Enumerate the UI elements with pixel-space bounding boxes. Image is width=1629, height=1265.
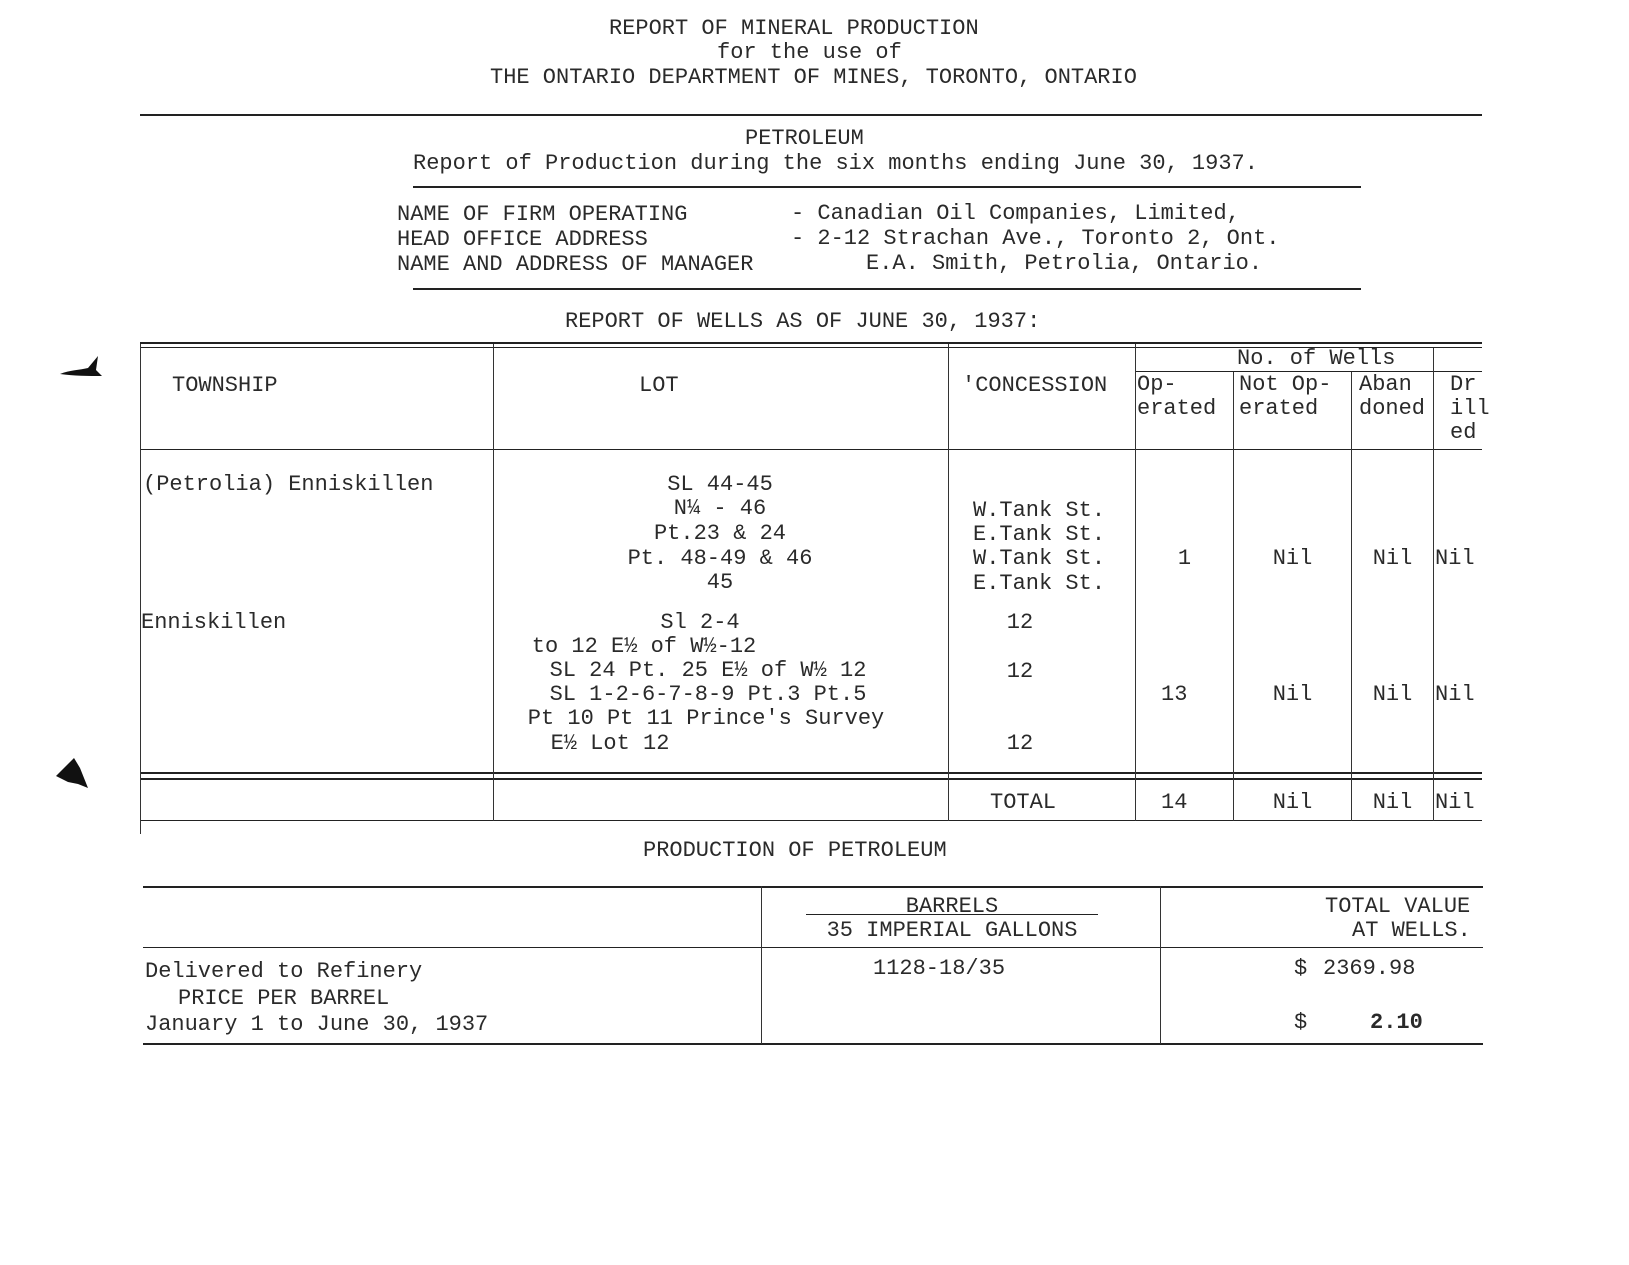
department-line: THE ONTARIO DEPARTMENT OF MINES, TORONTO, ONTARIO bbox=[490, 65, 1137, 90]
col-header-operated: Op- bbox=[1137, 372, 1177, 397]
col-header-drilled-3: ed bbox=[1450, 420, 1477, 445]
report-subtitle: for the use of bbox=[717, 40, 902, 65]
barrels-header: BARRELS bbox=[905, 894, 999, 919]
section-title-petroleum: PETROLEUM bbox=[745, 126, 864, 151]
price-period-label: January 1 to June 30, 1937 bbox=[145, 1012, 489, 1037]
wells-report-title: REPORT OF WELLS AS OF JUNE 30, 1937: bbox=[565, 309, 1041, 334]
col-header-no-of-wells: No. of Wells bbox=[1237, 346, 1396, 371]
concession-entry: W.Tank St. bbox=[973, 498, 1106, 523]
firm-name-label: NAME OF FIRM OPERATING bbox=[397, 202, 688, 227]
firm-name-value: - Canadian Oil Companies, Limited, bbox=[791, 201, 1240, 226]
concession-entry: E.Tank St. bbox=[973, 571, 1106, 596]
total-drilled: Nil bbox=[1435, 790, 1475, 815]
scan-mark-lower bbox=[54, 756, 94, 792]
concession-entry: 12 bbox=[1006, 610, 1034, 635]
header-divider bbox=[140, 114, 1482, 116]
production-col-rule-value bbox=[1160, 886, 1161, 1044]
not-operated-count: Nil bbox=[1272, 546, 1313, 571]
lot-entry: Pt 10 Pt 11 Prince's Survey bbox=[527, 706, 885, 731]
col-header-drilled: Dr bbox=[1450, 372, 1477, 397]
production-top-rule bbox=[143, 886, 1483, 888]
production-header-rule bbox=[143, 947, 1483, 948]
col-header-township: TOWNSHIP bbox=[172, 373, 278, 398]
col-header-abandoned: Aban bbox=[1359, 372, 1412, 397]
total-abandoned: Nil bbox=[1372, 790, 1413, 815]
report-period: Report of Production during the six months ending June 30, 1937. bbox=[413, 151, 1258, 176]
wells-table-bottom-rule bbox=[140, 820, 1482, 821]
firm-divider bbox=[413, 288, 1361, 290]
lot-entry: SL 44-45 bbox=[667, 472, 773, 497]
lot-entry: Pt. 48-49 & 46 bbox=[627, 546, 813, 571]
township-petrolia-enniskillen: (Petrolia) Enniskillen bbox=[143, 472, 434, 497]
price-per-barrel-label: PRICE PER BARREL bbox=[178, 986, 390, 1011]
production-title: PRODUCTION OF PETROLEUM bbox=[643, 838, 947, 863]
delivered-barrels: 1128-18/35 bbox=[873, 956, 1006, 981]
drilled-count: Nil bbox=[1435, 546, 1475, 571]
office-address-label: HEAD OFFICE ADDRESS bbox=[397, 227, 648, 252]
wells-col-rule-left bbox=[140, 344, 141, 834]
value-header-units: AT WELLS. bbox=[1352, 918, 1471, 943]
wells-col-rule-not-operated bbox=[1233, 372, 1234, 821]
operated-count: 13 bbox=[1161, 682, 1188, 707]
lot-entry: 45 bbox=[706, 570, 734, 595]
manager-label: NAME AND ADDRESS OF MANAGER bbox=[397, 252, 754, 277]
report-title: REPORT OF MINERAL PRODUCTION bbox=[609, 16, 979, 41]
wells-total-rule-2 bbox=[140, 778, 1482, 780]
barrels-header-units: 35 IMPERIAL GALLONS bbox=[826, 918, 1078, 943]
lot-entry: E½ Lot 12 bbox=[550, 731, 670, 756]
concession-entry: 12 bbox=[1006, 659, 1034, 684]
value-header: TOTAL VALUE bbox=[1325, 894, 1471, 919]
wells-col-rule-operated bbox=[1135, 344, 1136, 821]
office-address-value: - 2-12 Strachan Ave., Toronto 2, Ont. bbox=[791, 226, 1280, 251]
lot-entry: SL 1-2-6-7-8-9 Pt.3 Pt.5 bbox=[549, 682, 867, 707]
township-enniskillen: Enniskillen bbox=[141, 610, 287, 635]
delivered-currency: $ bbox=[1294, 956, 1308, 981]
col-header-abandoned-2: doned bbox=[1359, 396, 1426, 421]
scan-mark-upper bbox=[58, 352, 104, 380]
drilled-count: Nil bbox=[1435, 682, 1475, 707]
col-header-concession: 'CONCESSION bbox=[962, 373, 1108, 398]
total-operated: 14 bbox=[1161, 790, 1188, 815]
lot-entry: to 12 E½ of W½-12 bbox=[531, 634, 757, 659]
price-value: 2.10 bbox=[1370, 1010, 1423, 1035]
wells-table-top-rule bbox=[140, 342, 1482, 344]
concession-entry: E.Tank St. bbox=[973, 522, 1106, 547]
col-header-operated-2: erated bbox=[1137, 396, 1217, 421]
total-not-operated: Nil bbox=[1272, 790, 1313, 815]
delivered-label: Delivered to Refinery bbox=[145, 959, 423, 984]
production-bottom-rule bbox=[143, 1043, 1483, 1045]
production-col-rule-barrels bbox=[761, 886, 762, 1044]
manager-value: E.A. Smith, Petrolia, Ontario. bbox=[866, 251, 1263, 276]
lot-entry: Pt.23 & 24 bbox=[653, 521, 787, 546]
lot-entry: SL 24 Pt. 25 E½ of W½ 12 bbox=[549, 658, 867, 683]
price-currency: $ bbox=[1294, 1010, 1308, 1035]
concession-entry: 12 bbox=[1006, 731, 1034, 756]
total-label: TOTAL bbox=[990, 790, 1057, 815]
delivered-value: 2369.98 bbox=[1323, 956, 1416, 981]
col-header-lot: LOT bbox=[639, 373, 679, 398]
abandoned-count: Nil bbox=[1372, 682, 1413, 707]
wells-col-rule-abandoned bbox=[1351, 372, 1352, 821]
lot-entry: N¼ - 46 bbox=[673, 496, 767, 521]
operated-count: 1 bbox=[1177, 546, 1192, 571]
col-header-drilled-2: ill bbox=[1450, 396, 1490, 421]
wells-total-rule bbox=[140, 772, 1482, 774]
wells-col-rule-drilled bbox=[1433, 348, 1434, 821]
lot-entry: Sl 2-4 bbox=[660, 610, 740, 635]
not-operated-count: Nil bbox=[1272, 682, 1313, 707]
col-header-not-operated: Not Op- bbox=[1239, 372, 1332, 397]
wells-header-bottom-rule bbox=[140, 449, 1482, 450]
col-header-not-operated-2: erated bbox=[1239, 396, 1319, 421]
wells-col-rule-concession bbox=[948, 344, 949, 821]
concession-entry: W.Tank St. bbox=[973, 546, 1106, 571]
period-divider bbox=[413, 186, 1361, 188]
abandoned-count: Nil bbox=[1372, 546, 1413, 571]
